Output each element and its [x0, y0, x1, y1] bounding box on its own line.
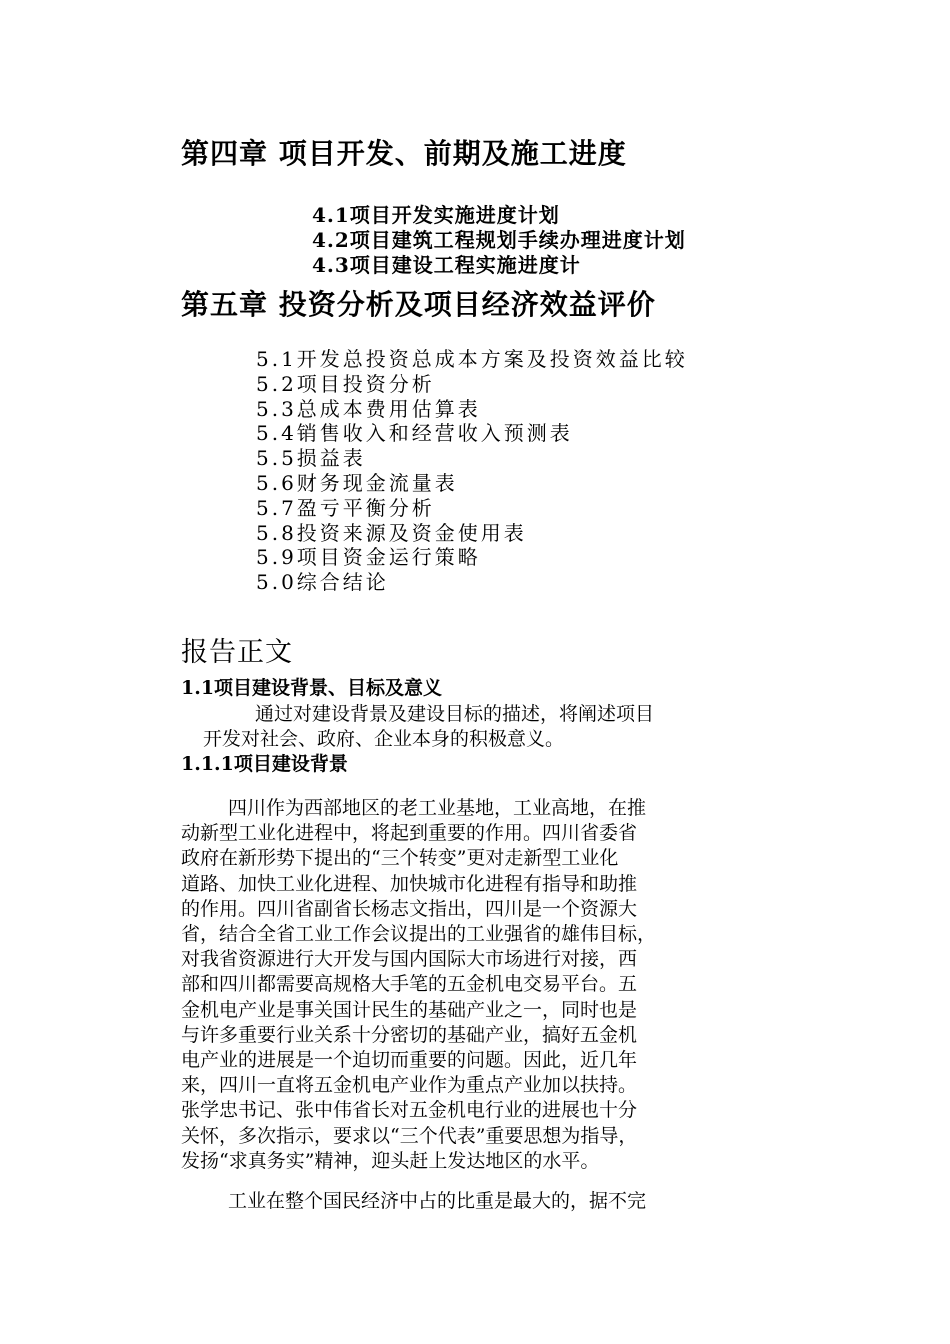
paragraph-line: 的作用。四川省副省长杨志文指出，四川是一个资源大	[181, 897, 638, 920]
paragraph-line: 省，结合全省工业工作会议提出的工业强省的雄伟目标，	[181, 923, 657, 946]
body-paragraph-1	[181, 796, 656, 1174]
chapter-5-item: 5.2项目投资分析	[256, 371, 435, 396]
section-1-1-intro-line-1: 通过对建设背景及建设目标的描述，将阐述项目	[255, 703, 655, 725]
section-1-1-1-heading: 1.1.1项目建设背景	[181, 753, 348, 775]
paragraph-line: 道路、加快工业化进程、加快城市化进程有指导和助推	[181, 872, 638, 895]
section-1-1-intro-line-2: 开发对社会、政府、企业本身的积极意义。	[203, 728, 565, 750]
chapter-5-item: 5.1开发总投资总成本方案及投资效益比较	[256, 347, 688, 371]
paragraph-line: 对我省资源进行大开发与国内国际大市场进行对接，西	[181, 948, 638, 971]
chapter-4-title: 第四章 项目开发、前期及施工进度	[181, 137, 627, 170]
paragraph-line: 发扬“求真务实”精神，迎头赶上发达地区的水平。	[181, 1149, 600, 1172]
paragraph-line: 动新型工业化进程中，将起到重要的作用。四川省委省	[181, 822, 638, 845]
paragraph-line: 电产业的进展是一个迫切而重要的问题。因此，近几年	[181, 1049, 638, 1072]
chapter-4-item-3: 4.3项目建设工程实施进度计	[312, 253, 581, 277]
paragraph-line: 来，四川一直将五金机电产业作为重点产业加以扶持。	[181, 1074, 638, 1097]
body-paragraph-2	[181, 1189, 646, 1214]
paragraph-line: 与许多重要行业关系十分密切的基础产业，搞好五金机	[181, 1023, 638, 1046]
chapter-5-item: 5.8投资来源及资金使用表	[256, 520, 527, 545]
chapter-4-item-2: 4.2项目建筑工程规划手续办理进度计划	[312, 228, 686, 252]
paragraph-line: 张学忠书记、张中伟省长对五金机电行业的进展也十分	[181, 1099, 638, 1122]
chapter-5-item: 5.6财务现金流量表	[256, 470, 458, 495]
chapter-5-item: 5.7盈亏平衡分析	[256, 495, 435, 520]
chapter-5-item: 5.0综合结论	[256, 570, 389, 595]
paragraph-line: 四川作为西部地区的老工业基地，工业高地，在推	[228, 797, 647, 819]
chapter-5-item: 5.5损益表	[256, 446, 366, 471]
paragraph-line: 金机电产业是事关国计民生的基础产业之一，同时也是	[181, 998, 638, 1021]
report-title: 报告正文	[181, 637, 293, 668]
chapter-5-item-list	[256, 347, 688, 595]
section-1-1-heading: 1.1项目建设背景、目标及意义	[181, 677, 443, 699]
paragraph-line: 工业在整个国民经济中占的比重是最大的，据不完	[228, 1190, 647, 1212]
paragraph-line: 部和四川都需要高规格大手笔的五金机电交易平台。五	[181, 973, 638, 996]
chapter-5-title: 第五章 投资分析及项目经济效益评价	[181, 288, 656, 321]
paragraph-line: 政府在新形势下提出的“三个转变”更对走新型工业化	[181, 847, 619, 870]
paragraph-line: 关怀，多次指示，要求以“三个代表”重要思想为指导，	[181, 1124, 638, 1147]
chapter-5-item: 5.4销售收入和经营收入预测表	[256, 421, 573, 446]
chapter-5-item: 5.3总成本费用估算表	[256, 396, 481, 421]
chapter-4-item-1: 4.1项目开发实施进度计划	[312, 203, 560, 227]
chapter-5-item: 5.9项目资金运行策略	[256, 545, 481, 570]
